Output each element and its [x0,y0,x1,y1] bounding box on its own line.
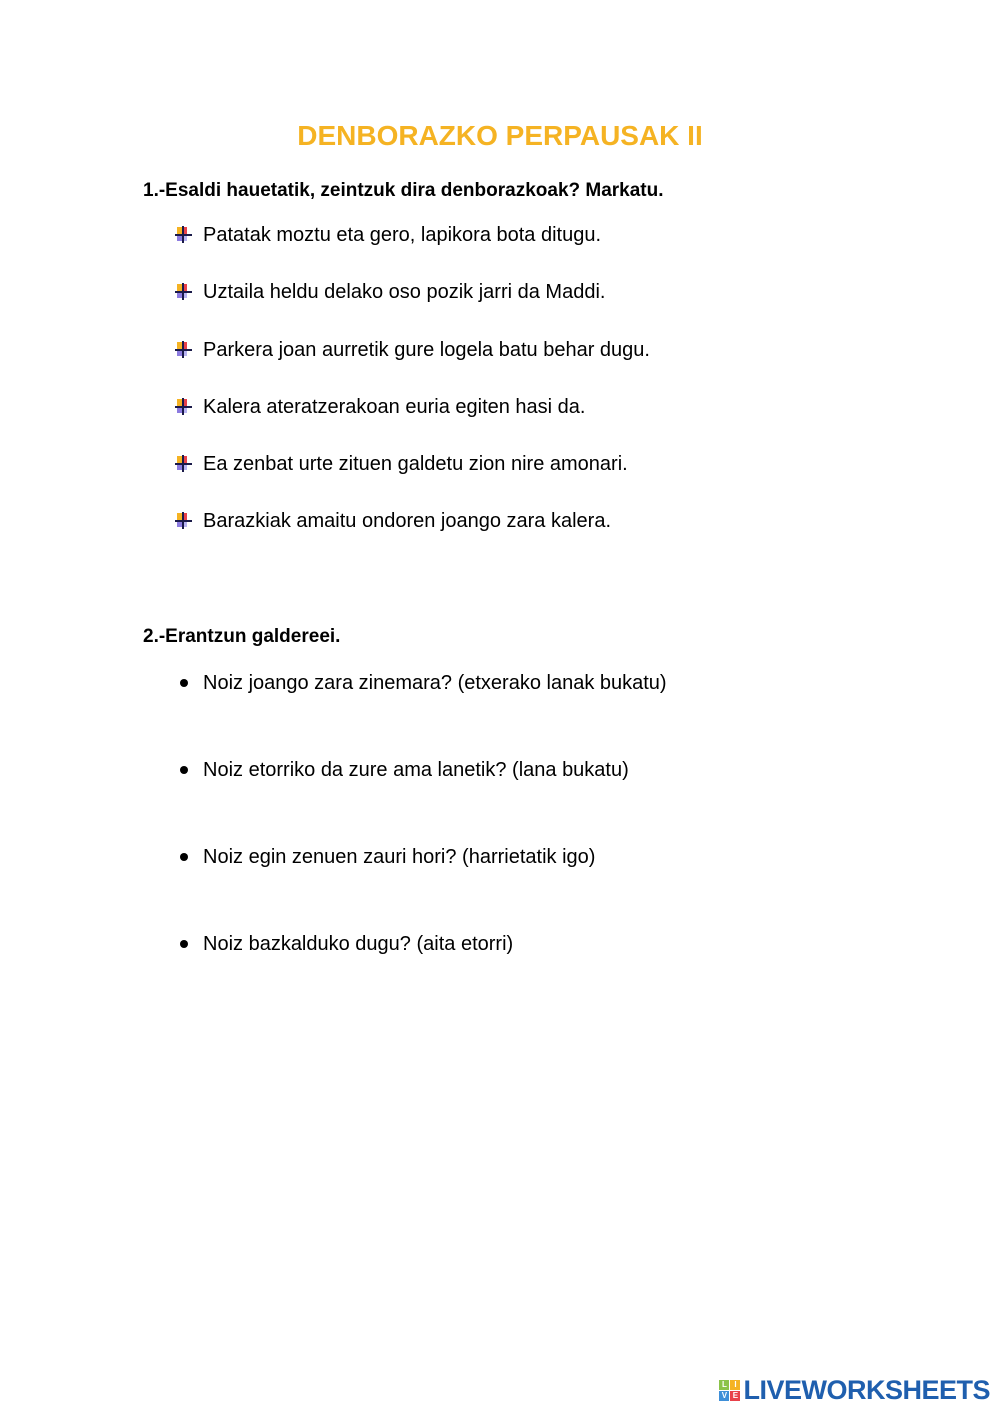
question-2-heading: 2.-Erantzun galdereei. [143,626,341,647]
list-item-text: Noiz etorriko da zure ama lanetik? (lana bukatu) [203,758,629,781]
list-item-text: Patatak moztu eta gero, lapikora bota ditugu. [203,223,602,246]
list-item[interactable] [172,222,601,248]
bullet-dot-icon [172,758,196,782]
bullet-dot-icon [172,932,196,956]
list-item[interactable] [172,508,611,534]
list-item [172,844,595,870]
list-item [172,931,513,957]
list-item-text: Barazkiak amaitu ondoren joango zara kalera. [203,509,612,532]
list-item-text: Kalera ateratzerakoan euria egiten hasi da. [203,395,586,418]
list-item-text: Noiz bazkalduko dugu? (aita etorri) [203,932,514,955]
colored-arrow-bullet-icon [172,509,196,533]
colored-arrow-bullet-icon [172,223,196,247]
page-title: DENBORAZKO PERPAUSAK II [297,120,703,151]
list-item [172,670,667,696]
colored-arrow-bullet-icon [172,338,196,362]
list-item[interactable] [172,394,585,420]
list-item-text: Noiz egin zenuen zauri hori? (harrietatik igo) [203,845,596,868]
liveworksheets-logo [719,1375,990,1405]
question-1-heading: 1.-Esaldi hauetatik, zeintzuk dira denborazkoak? Markatu. [143,180,664,201]
list-item[interactable] [172,337,650,363]
list-item[interactable] [172,279,605,305]
colored-arrow-bullet-icon [172,395,196,419]
colored-arrow-bullet-icon [172,280,196,304]
bullet-dot-icon [172,671,196,695]
logo-wordmark: LIVEWORKSHEETS [743,1374,990,1405]
colored-arrow-bullet-icon [172,452,196,476]
list-item-text: Ea zenbat urte zituen galdetu zion nire amonari. [203,452,628,475]
list-item-text: Parkera joan aurretik gure logela batu behar dugu. [203,338,650,361]
list-item-text: Noiz joango zara zinemara? (etxerako lanak bukatu) [203,671,667,694]
logo-mark-icon: L I V E [719,1380,740,1401]
list-item[interactable] [172,451,628,477]
list-item [172,757,629,783]
list-item-text: Uztaila heldu delako oso pozik jarri da Maddi. [203,280,606,303]
bullet-dot-icon [172,845,196,869]
